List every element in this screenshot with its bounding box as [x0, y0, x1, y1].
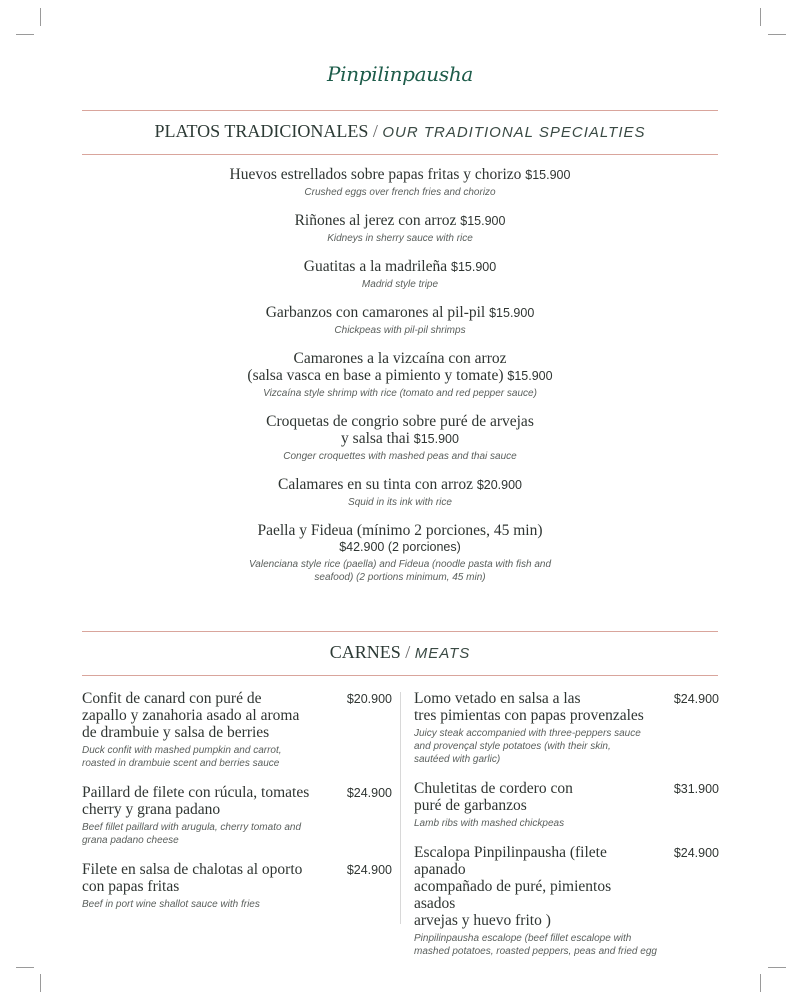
crop-mark — [40, 8, 41, 26]
meat-name-line: Lomo vetado en salsa a las — [414, 690, 581, 707]
meat-name-line: cherry y grana padano — [82, 801, 221, 818]
dish-price: $15.900 — [451, 260, 497, 274]
meat-description-line: Juicy steak accompanied with three-peppers sauce — [414, 728, 641, 739]
meat-name — [414, 844, 654, 929]
traditional-dish-list — [200, 166, 600, 597]
meat-description-line: Lamb ribs with mashed chickpeas — [414, 818, 565, 829]
dish-item — [200, 350, 600, 400]
crop-mark — [768, 967, 786, 968]
meat-description-line: Pinpilinpausha escalope (beef fillet escalope with — [414, 933, 632, 944]
dish-price: $20.900 — [476, 478, 523, 492]
meat-name-line: Paillard de filete con rúcula, tomates — [82, 784, 310, 801]
meat-description-line: Beef fillet paillard with arugula, cherry tomato and — [82, 822, 302, 833]
column-divider — [400, 692, 401, 924]
meat-description — [82, 898, 342, 911]
meat-name-line: tres pimientas con papas provenzales — [414, 707, 644, 724]
section-separator: / — [372, 121, 378, 141]
crop-mark — [760, 974, 761, 992]
dish-item — [200, 413, 600, 463]
dish-name-line: Croquetas de congrio sobre puré de arvejas — [266, 413, 534, 430]
section-title-en: OUR TRADITIONAL SPECIALTIES — [382, 124, 646, 141]
dish-price: $42.900 (2 porciones) — [339, 540, 461, 554]
meat-name-line: Filete en salsa de chalotas al oporto — [82, 861, 303, 878]
dish-description: Squid in its ink with rice — [348, 497, 452, 508]
dish-description: Crushed eggs over french fries and chorizo — [304, 187, 496, 198]
dish-description — [200, 558, 600, 584]
meat-description-line: grana padano cheese — [82, 835, 179, 846]
dish-item — [200, 258, 600, 291]
section-title-meats — [0, 642, 800, 663]
meat-item — [414, 844, 719, 958]
dish-description: Conger croquettes with mashed peas and thai sauce — [283, 451, 517, 462]
crop-mark — [768, 34, 786, 35]
dish-description: Chickpeas with pil-pil shrimps — [334, 325, 466, 336]
dish-price: $15.900 — [525, 168, 571, 182]
dish-item — [200, 304, 600, 337]
meats-left-column — [82, 690, 392, 925]
meat-description — [414, 932, 674, 958]
meats-right-column — [414, 690, 719, 972]
dish-price: $15.900 — [460, 214, 506, 228]
dish-description-line: Valenciana style rice (paella) and Fideua (noodle pasta with fish and — [248, 559, 552, 570]
crop-mark — [16, 34, 34, 35]
dish-description: Kidneys in sherry sauce with rice — [327, 233, 473, 244]
meat-name-line: zapallo y zanahoria asado al aroma — [82, 707, 300, 724]
section-title-en: MEATS — [414, 645, 471, 662]
meat-description-line: sautéed with garlic) — [414, 754, 501, 765]
divider — [82, 675, 718, 676]
meat-item — [414, 690, 719, 766]
meat-name-line: Confit de canard con puré de — [82, 690, 262, 707]
meat-item — [82, 690, 392, 770]
dish-name: Paella y Fideua (mínimo 2 porciones, 45 min) — [257, 522, 543, 539]
meat-price: $24.900 — [673, 846, 719, 860]
dish-name: Riñones al jerez con arroz — [294, 212, 457, 229]
meat-name-line: de drambuie y salsa de berries — [82, 724, 270, 741]
meat-name — [414, 780, 654, 814]
meat-price: $24.900 — [673, 692, 719, 706]
section-title-es: CARNES — [329, 642, 401, 662]
divider — [82, 110, 718, 111]
dish-item — [200, 522, 600, 584]
meat-item — [414, 780, 719, 830]
dish-name: Guatitas a la madrileña — [303, 258, 448, 275]
meat-price: $20.900 — [346, 692, 392, 706]
dish-name: Calamares en su tinta con arroz — [277, 476, 473, 493]
meat-name-line: acompañado de puré, pimientos asados — [414, 878, 612, 912]
meat-description — [414, 817, 674, 830]
divider — [82, 154, 718, 155]
meat-name-line: con papas fritas — [82, 878, 180, 895]
meat-description — [82, 744, 342, 770]
meat-name-line: Escalopa Pinpilinpausha (filete apanado — [414, 844, 607, 878]
meat-price: $31.900 — [673, 782, 719, 796]
dish-name: Garbanzos con camarones al pil-pil — [265, 304, 486, 321]
section-separator: / — [405, 642, 411, 662]
crop-mark — [16, 967, 34, 968]
meat-price: $24.900 — [346, 786, 392, 800]
meat-name — [414, 690, 654, 724]
meat-price: $24.900 — [346, 863, 392, 877]
meat-name-line: puré de garbanzos — [414, 797, 527, 814]
crop-mark — [40, 974, 41, 992]
dish-item — [200, 476, 600, 509]
section-title-es: PLATOS TRADICIONALES — [154, 121, 369, 141]
meat-description-line: mashed potatoes, roasted peppers, peas and fried egg — [414, 946, 657, 957]
dish-name-line: y salsa thai — [341, 430, 410, 447]
dish-price: $15.900 — [413, 432, 459, 446]
meat-description-line: roasted in drambuie scent and berries sauce — [82, 758, 280, 769]
dish-price: $15.900 — [507, 369, 553, 383]
section-title-traditional — [0, 121, 800, 142]
dish-name-line: (salsa vasca en base a pimiento y tomate) — [247, 367, 504, 384]
meat-name — [82, 861, 322, 895]
dish-price: $15.900 — [489, 306, 535, 320]
crop-mark — [760, 8, 761, 26]
meat-item — [82, 861, 392, 911]
meat-description-line: and provençal style potatoes (with their skin, — [414, 741, 611, 752]
brand-logo: Pinpilinpausha — [326, 62, 474, 86]
divider — [82, 631, 718, 632]
dish-name-line: Camarones a la vizcaína con arroz — [293, 350, 507, 367]
dish-item — [200, 166, 600, 199]
meat-name — [82, 690, 322, 741]
dish-description: Vizcaína style shrimp with rice (tomato and red pepper sauce) — [263, 388, 537, 399]
dish-name: Huevos estrellados sobre papas fritas y chorizo — [229, 166, 522, 183]
dish-description-line: seafood) (2 portions minimum, 45 min) — [314, 572, 486, 583]
meat-description — [82, 821, 342, 847]
dish-description: Madrid style tripe — [361, 279, 439, 290]
meat-name-line: Chuletitas de cordero con — [414, 780, 573, 797]
meat-description-line: Duck confit with mashed pumpkin and carrot, — [82, 745, 282, 756]
meat-description-line: Beef in port wine shallot sauce with fries — [82, 899, 260, 910]
meat-name-line: arvejas y huevo frito ) — [414, 912, 551, 929]
meat-name — [82, 784, 322, 818]
meat-item — [82, 784, 392, 847]
meat-description — [414, 727, 674, 766]
dish-item — [200, 212, 600, 245]
